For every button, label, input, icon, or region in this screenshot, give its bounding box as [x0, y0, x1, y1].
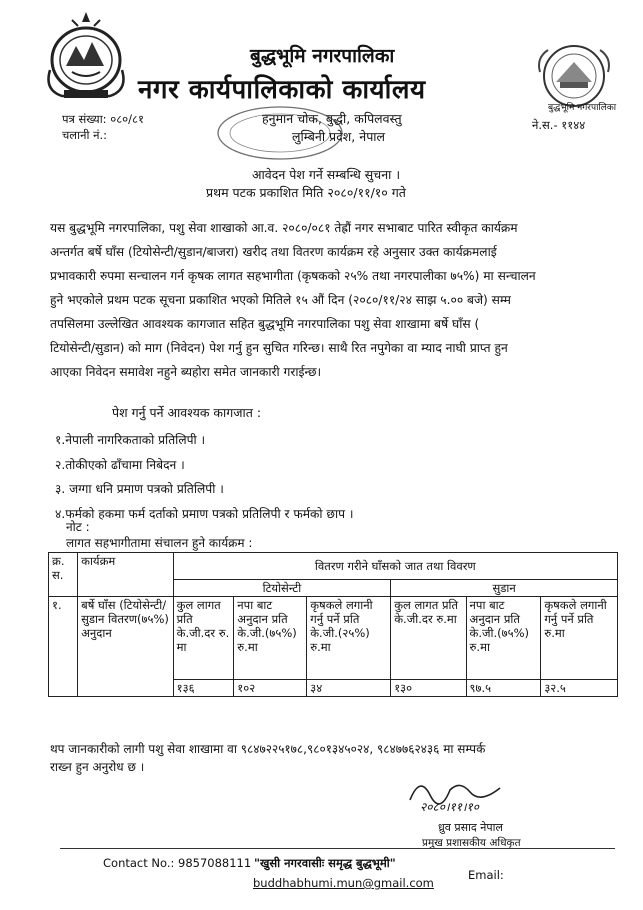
col-total-teosinte: कुल लागत प्रति के.जी.दर रु. मा	[173, 597, 234, 680]
footer-contact: Contact No.: 9857088111	[103, 856, 252, 870]
table-caption: लागत सहभागीतामा संचालन हुने कार्यक्रम :	[66, 536, 253, 550]
header-sn: क्र. स.	[49, 553, 78, 597]
value-cell: ३२.५	[541, 680, 618, 697]
table-row	[49, 553, 618, 580]
col-farmer-teosinte: कृषकले लगानी गर्नु पर्ने प्रति के.जी.(२५%) रु.मा	[307, 597, 391, 680]
cost-table	[48, 552, 618, 697]
office-title: नगर कार्यपालिकाको कार्यालय	[138, 75, 426, 105]
ne-sa-year: ने.स.- ११४४	[532, 118, 586, 132]
value-cell: ३४	[307, 680, 391, 697]
address-line-1: हनुमान चोक, बुद्धी, कपिलवस्तु	[262, 111, 402, 126]
col-napa-teosinte: नपा बाट अनुदान प्रति के.जी.(७५%) रु.मा	[234, 597, 307, 680]
contact-line-1: थप जानकारीको लागी पशु सेवा शाखामा वा ९८४७२२५१७८,९८०१३४५०२४, ९८४७७६२४३६ मा सम्पर्क	[50, 742, 486, 756]
signatory-designation: प्रमुख प्रशासकीय अधिकृत	[422, 837, 521, 849]
municipality-name: बुद्धभूमि नगरपालिका	[250, 45, 395, 67]
col-napa-sudan: नपा बाट अनुदान प्रति के.जी.(७५%) रु.मा	[466, 597, 541, 680]
body-line: तपसिलमा उल्लेखित आवश्यक कागजात सहित बुद्धभूमि नगरपालिका पशु सेवा शाखामा बर्षे घाँस (	[50, 317, 480, 331]
cell-sn: १.	[49, 597, 78, 697]
list-item: ३. जग्गा धनि प्रमाण पत्रको प्रतिलिपी ।	[55, 482, 224, 496]
table-row	[49, 597, 618, 680]
notice-body	[50, 216, 610, 384]
official-stamp-icon	[215, 104, 345, 162]
header-sudan: सुडान	[391, 580, 618, 597]
body-line: यस बुद्धभूमि नगरपालिका, पशु सेवा शाखाको आ.व. २०८०/०८१ तेह्रौं नगर सभाबाट पारित स्वीकृत कार्यक्रम	[50, 221, 518, 235]
header-distribution: वितरण गरीने घाँसको जात तथा विवरण	[173, 553, 617, 580]
chalani-number: चलानी नं.:	[62, 128, 108, 142]
body-line: हुने भएकोले प्रथम पटक सूचना प्रकाशित भएको मितिले १५ औं दिन (२०८०/११/२४ साझ ५.०० बजे) सम्म	[50, 293, 511, 307]
notice-title: आवेदन पेश गर्ने सम्बन्धि सुचना ।	[252, 167, 401, 182]
contact-line-2: राख्न हुन अनुरोध छ ।	[50, 760, 145, 774]
notice-subtitle: प्रथम पटक प्रकाशित मिति २०८०/११/१० गते	[206, 185, 406, 200]
header-teosinte: टियोसेन्टी	[173, 580, 391, 597]
nepal-emblem-icon	[42, 10, 130, 102]
address-line-2: लुम्बिनी प्रदेश, नेपाल	[292, 129, 386, 144]
note-label: नोट :	[66, 520, 90, 534]
docs-list	[55, 428, 354, 526]
footer-slogan: "खुसी नगरवासीः समृद्ध बुद्धभूमी"	[254, 856, 396, 870]
value-cell: ९७.५	[466, 680, 541, 697]
body-line: टियोसेन्टी/सुडान) को माग (निवेदन) पेश गर्नु हुन सुचित गरिन्छ। साथै रित नपुगेका वा म्याद नाघी प्राप्त हुन	[50, 341, 508, 355]
value-cell: १०२	[234, 680, 307, 697]
footer-divider	[60, 848, 615, 849]
body-line: अन्तर्गत बर्षे घाँस (टियोसेन्टी/सुडान/बाजरा) खरीद तथा वितरण कार्यक्रम रहे अनुसार उक्त कार्यक्रमलाई	[50, 245, 497, 259]
list-item: २.तोकीएको ढाँचामा निबेदन ।	[55, 457, 185, 472]
list-item: ४.फर्मको हकमा फर्म दर्ताको प्रमाण पत्रको प्रतिलिपी र फर्मको छाप ।	[55, 506, 354, 521]
patra-sankhya: पत्र संख्या: ०८०/८१	[62, 112, 144, 126]
cell-program: बर्षे घाँस (टियोसेन्टी/सुडान वितरण(७५%) अनुदान	[78, 597, 174, 697]
value-cell: १३०	[391, 680, 466, 697]
signature-date: २०८०।११।१०	[420, 800, 480, 814]
body-line: आएका निवेदन समावेश नहुने ब्यहोरा समेत जानकारी गराईन्छ।	[50, 365, 322, 379]
header-program: कार्यक्रम	[78, 553, 174, 597]
body-line: प्रभावकारी रुपमा सन्चालन गर्न कृषक लागत सहभागीता (कृषकको २५% तथा नगरपालीका ७५%) मा सन्चालन	[50, 269, 536, 283]
docs-heading: पेश गर्नु पर्ने आवश्यक कागजात :	[112, 405, 262, 420]
value-cell: १३६	[173, 680, 234, 697]
col-total-sudan: कुल लागत प्रति के.जी.दर रु.मा	[391, 597, 466, 680]
footer-email-label: Email:	[468, 868, 504, 882]
footer-email: buddhabhumi.mun@gmail.com	[253, 876, 434, 890]
col-farmer-sudan: कृषकले लगानी गर्नु पर्ने प्रति रु.मा	[541, 597, 618, 680]
signatory-name: ध्रुव प्रसाद नेपाल	[438, 821, 503, 834]
list-item: १.नेपाली नागरिकताको प्रतिलिपी ।	[55, 433, 206, 447]
seal-caption: बुद्धभूमि नगरपालिका	[548, 103, 617, 113]
